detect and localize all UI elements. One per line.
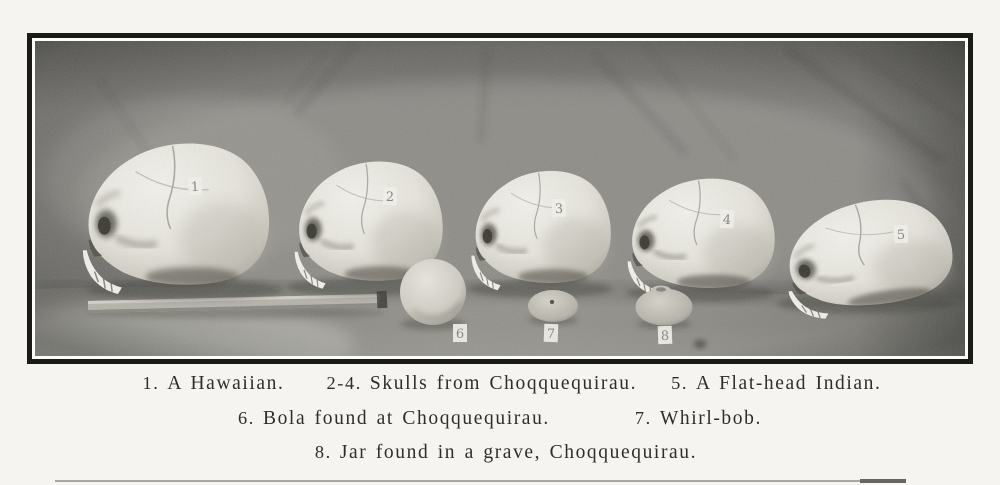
caption-text: Skulls from Choqquequirau. [369, 373, 638, 394]
caption-item-choqquequirau-skulls [327, 373, 638, 395]
caption-number: 1. [142, 373, 160, 393]
caption-number: 6. [238, 408, 255, 428]
skulls-photograph [35, 41, 965, 356]
svg-text:5: 5 [896, 227, 906, 244]
svg-text:7: 7 [546, 326, 556, 343]
caption-text: Whirl-bob. [659, 408, 762, 429]
svg-text:4: 4 [722, 212, 732, 229]
caption-text: A Flat-head Indian. [696, 373, 882, 394]
svg-text:8: 8 [660, 328, 670, 345]
photo-frame [27, 33, 973, 364]
caption-item-jar [315, 442, 697, 464]
caption-line-2 [0, 408, 1000, 430]
caption-text: Bola found at Choqquequirau. [262, 408, 550, 429]
svg-text:3: 3 [554, 201, 564, 218]
caption-item-flathead [671, 373, 881, 395]
photo-grain [35, 41, 965, 356]
caption-number: 2-4. [326, 373, 362, 393]
svg-text:2: 2 [385, 189, 395, 206]
caption-line-3 [6, 442, 1000, 464]
caption-number: 5. [671, 373, 689, 393]
caption-line-1 [12, 373, 1000, 395]
scan-artifact-line [55, 480, 860, 482]
caption-item-hawaiian [142, 373, 284, 395]
svg-text:6: 6 [455, 327, 465, 342]
caption-text: A Hawaiian. [167, 373, 285, 394]
scan-artifact-line-dark [860, 479, 906, 483]
caption-text: Jar found in a grave, Choqquequirau. [339, 442, 698, 463]
caption-number: 7. [634, 408, 652, 428]
caption-item-whirlbob [635, 408, 762, 430]
svg-text:1: 1 [190, 179, 200, 196]
caption-number: 8. [314, 442, 332, 462]
caption-item-bola [238, 408, 550, 430]
